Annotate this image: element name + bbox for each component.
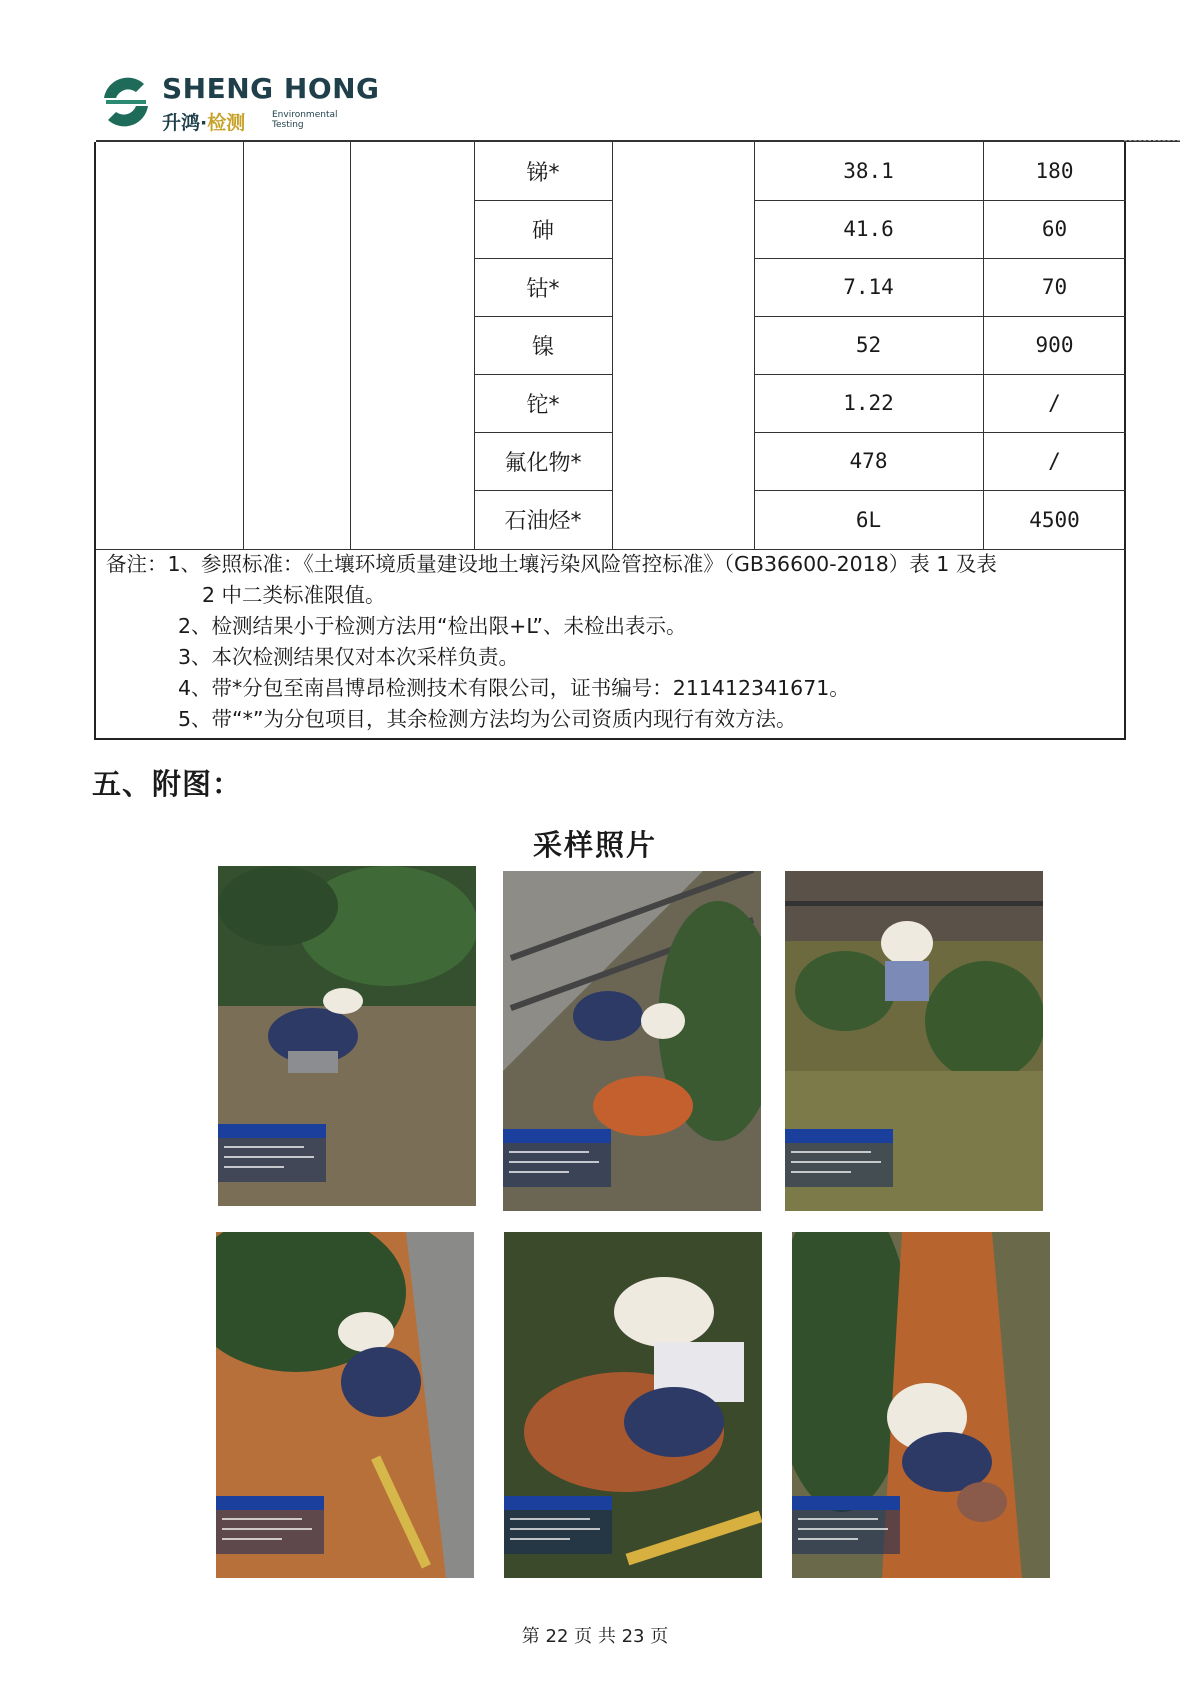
sampling-photo	[792, 1232, 1050, 1578]
table-notes	[106, 549, 1118, 735]
note-line: 4、带*分包至南昌博昂检测技术有限公司，证书编号：211412341671。	[178, 676, 850, 700]
sampling-photo	[504, 1232, 762, 1578]
sampling-photo	[216, 1232, 474, 1578]
photos-title: 采样照片	[532, 828, 657, 862]
table-cell-limit: 70	[1041, 275, 1068, 299]
company-logo	[96, 70, 380, 140]
table-cell-result: 41.6	[843, 217, 894, 241]
page-number: 第 22 页 共 23 页	[521, 1626, 669, 1647]
table-cell-item: 钴*	[526, 276, 560, 302]
table-cell-limit: /	[1048, 449, 1061, 473]
note-line: 2 中二类标准限值。	[202, 583, 386, 607]
table-cell-limit: 60	[1041, 217, 1068, 241]
table-cell-limit: 900	[1035, 333, 1074, 357]
note-line: 5、带“*”为分包项目，其余检测方法均为公司资质内现行有效方法。	[178, 707, 797, 731]
brand-name-cn: 升鸿·检测	[162, 112, 246, 134]
table-cell-item: 石油烃*	[504, 509, 582, 534]
table-cell-item: 锑*	[526, 160, 560, 186]
sampling-photo	[503, 871, 761, 1211]
table-cell-item: 铊*	[526, 392, 560, 418]
table-cell-limit: 4500	[1029, 507, 1080, 532]
note-line: 2、检测结果小于检测方法用“检出限+L”、未检出表示。	[178, 614, 687, 638]
table-cell-item: 镍	[531, 334, 554, 360]
sampling-photo	[785, 871, 1043, 1211]
table-cell-result: 52	[855, 333, 882, 357]
table-cell-result: 38.1	[843, 159, 894, 183]
results-table	[94, 142, 1126, 740]
table-cell-result: 478	[849, 449, 888, 473]
table-cell-result: 6L	[855, 507, 882, 532]
note-line: 备注：1、参照标准：《土壤环境质量建设地土壤污染风险管控标准》（GB36600-2018）表 1 及表	[106, 552, 997, 576]
brand-name-en: SHENG HONG	[162, 72, 380, 105]
table-cell-result: 7.14	[843, 275, 894, 299]
table-cell-limit: /	[1048, 391, 1061, 415]
table-cell-limit: 180	[1035, 159, 1074, 183]
section-heading: 五、附图：	[92, 767, 243, 801]
brand-subtitle: Environmental Testing	[272, 110, 338, 130]
header-divider-dash	[1124, 140, 1180, 141]
table-cell-result: 1.22	[843, 391, 894, 415]
table-cell-item: 氟化物*	[504, 450, 582, 476]
logo-mark-icon	[96, 72, 156, 132]
note-line: 3、本次检测结果仅对本次采样负责。	[178, 645, 520, 669]
table-cell-item: 砷	[531, 218, 554, 244]
sampling-photo	[218, 866, 476, 1206]
